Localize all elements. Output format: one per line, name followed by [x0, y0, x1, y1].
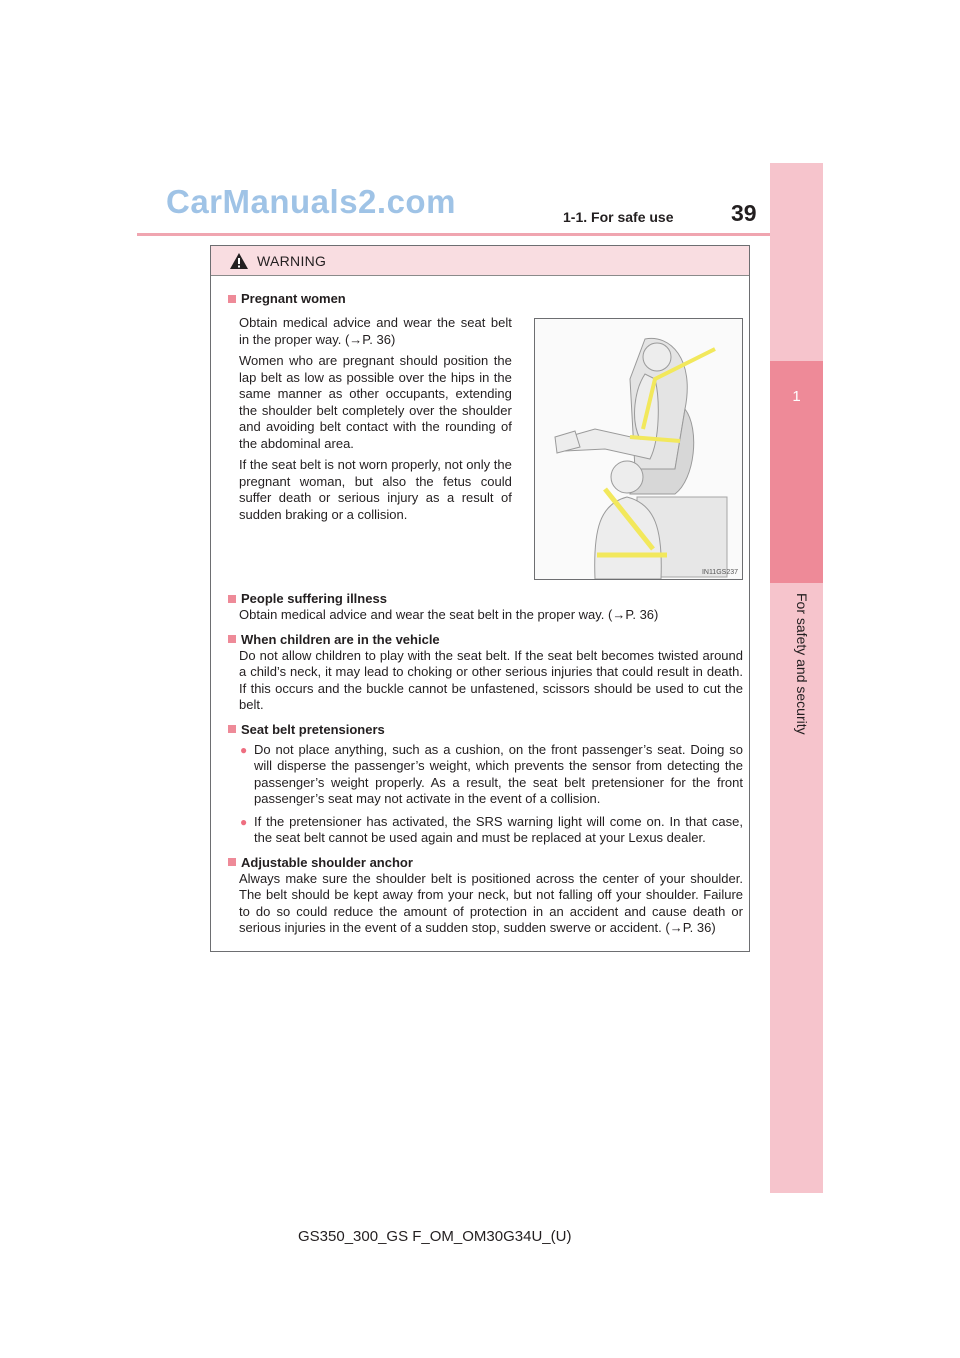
site-logo-watermark: CarManuals2.com: [166, 183, 456, 220]
header-rule: [137, 233, 823, 236]
section-heading: People suffering illness: [228, 590, 743, 607]
circle-bullet-icon: ●: [240, 814, 248, 829]
warning-box: [210, 245, 750, 952]
section-heading: When children are in the vehicle: [228, 631, 743, 648]
figure-code: IN11GS237: [701, 569, 738, 576]
warning-title: WARNING: [257, 252, 327, 269]
square-bullet-icon: [228, 635, 236, 643]
pregnant-seatbelt-illustration: [534, 318, 743, 580]
chapter-side-tab: [770, 163, 823, 1193]
document-code-footer: GS350_300_GS F_OM_OM30G34U_(U): [298, 1228, 572, 1245]
chapter-title: For safety and security: [794, 593, 810, 735]
warning-header: [211, 246, 749, 276]
chapter-number: 1: [792, 388, 801, 405]
square-bullet-icon: [228, 725, 236, 733]
square-bullet-icon: [228, 595, 236, 603]
section-label: 1-1. For safe use: [563, 209, 674, 225]
list-item: ● If the pretensioner has activated, the SRS warning light will come on. In that case, the seat belt cannot be used again and must be replaced at your Lexus dealer.: [240, 813, 743, 845]
paragraph: Do not allow children to play with the seat belt. If the seat belt becomes twisted around a child’s neck, it may lead to choking or other serious injuries that could result in death. If this occurs and the buckle cannot be unfastened, scissors should be used to cut the belt.: [239, 647, 743, 712]
paragraph: Always make sure the shoulder belt is positioned across the center of your shoulder. The belt should be kept away from your neck, but not falling off your shoulder. Failure to do so could reduce the amount of protection in an accident and cause death or serious injuries in the event of a sudden stop, sudden swerve or accident. (→P. 36): [239, 870, 743, 935]
children-section: [228, 631, 743, 714]
square-bullet-icon: [228, 295, 236, 303]
anchor-section: [228, 854, 743, 937]
warning-content: [228, 290, 743, 937]
paragraph: Obtain medical advice and wear the seat belt in the proper way. (→P. 36): [239, 315, 512, 347]
section-heading: Seat belt pretensioners: [228, 721, 743, 738]
section-heading: Adjustable shoulder anchor: [228, 854, 743, 871]
circle-bullet-icon: ●: [240, 742, 248, 757]
page-number: 39: [731, 200, 757, 226]
paragraph: Women who are pregnant should position the lap belt as low as possible over the hips in the same manner as other occupants, extending the shoulder belt completely over the shoulder and avoiding belt contact with the rounding of the abdominal area.: [239, 353, 512, 451]
pretensioners-section: [228, 721, 743, 847]
list-item: ● Do not place anything, such as a cushion, on the front passenger’s seat. Doing so will disperse the passenger’s weight, which prevents the sensor from detecting the passenger’s weight properly. As a result, the seat belt pretensioner for the front passenger’s seat may not activate in the event of a collision.: [240, 741, 743, 806]
section-heading: Pregnant women: [228, 290, 512, 307]
pregnant-women-section: [228, 290, 743, 580]
paragraph: Obtain medical advice and wear the seat belt in the proper way. (→P. 36): [239, 607, 659, 622]
square-bullet-icon: [228, 858, 236, 866]
illness-section: [228, 590, 743, 624]
warning-triangle-icon: [229, 252, 249, 270]
paragraph: If the seat belt is not worn properly, not only the pregnant woman, but also the fetus could suffer death or serious injury as a result of sudden braking or a collision.: [239, 457, 512, 522]
